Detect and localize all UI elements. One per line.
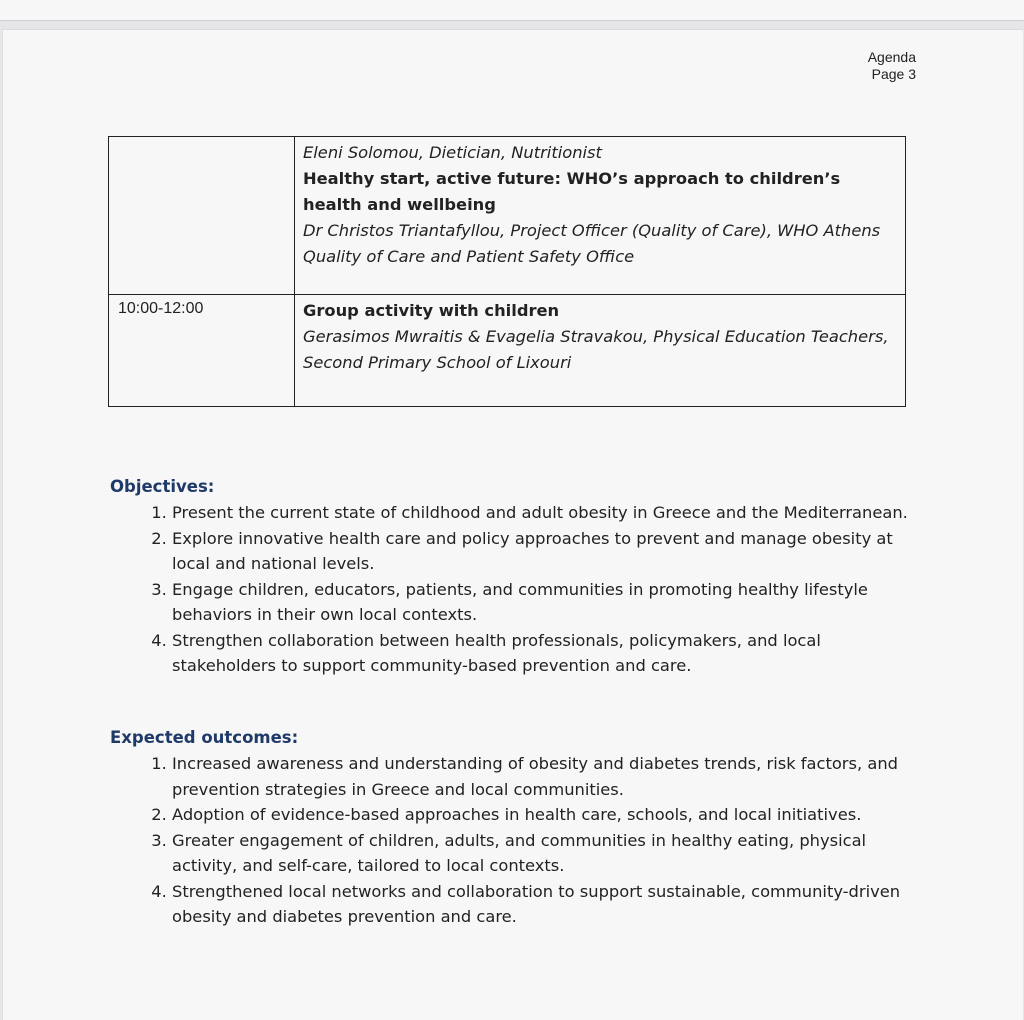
session-title: Healthy start, active future: WHO’s approach to children’s health and wellbeing — [303, 169, 841, 214]
table-row — [109, 137, 906, 295]
list-item: 1. Increased awareness and understanding of obesity and diabetes trends, risk factors, and prevention strategies in Greece and local communities. — [172, 751, 930, 802]
list-item: 2. Explore innovative health care and policy approaches to prevent and manage obesity at local and national levels. — [172, 526, 930, 577]
objectives-list — [110, 500, 930, 679]
session-title: Group activity with children — [303, 301, 560, 320]
time-cell — [109, 137, 295, 295]
outcomes-list — [110, 751, 930, 930]
page-number: Page 3 — [871, 66, 916, 82]
speaker-line: Gerasimos Mwraitis & Evagelia Stravakou, Physical Education Teachers, Second Primary School of Lixouri — [303, 327, 889, 372]
objectives-section — [110, 474, 930, 679]
time-cell: 10:00-12:00 — [109, 295, 295, 407]
agenda-table — [108, 136, 906, 407]
session-cell — [295, 295, 906, 407]
outcomes-heading: Expected outcomes: — [110, 728, 299, 747]
objectives-heading: Objectives: — [110, 477, 215, 496]
page-header — [868, 49, 916, 83]
list-item: 3. Engage children, educators, patients, and communities in promoting healthy lifestyle behaviors in their own local contexts. — [172, 577, 930, 628]
table-row — [109, 295, 906, 407]
outcomes-section — [110, 725, 930, 930]
session-cell — [295, 137, 906, 295]
list-item: 3. Greater engagement of children, adults, and communities in healthy eating, physical activity, and self-care, tailored to local contexts. — [172, 828, 930, 879]
list-item: 4. Strengthened local networks and collaboration to support sustainable, community-driven obesity and diabetes prevention and care. — [172, 879, 930, 930]
list-item: 2. Adoption of evidence-based approaches in health care, schools, and local initiatives. — [172, 802, 930, 828]
list-item: 1. Present the current state of childhood and adult obesity in Greece and the Mediterranean. — [172, 500, 930, 526]
doc-label: Agenda — [867, 49, 916, 65]
speaker-line: Eleni Solomou, Dietician, Nutritionist — [303, 143, 602, 162]
previous-page-edge — [0, 0, 1024, 21]
list-item: 4. Strengthen collaboration between health professionals, policymakers, and local stakeholders to support community-based prevention and care. — [172, 628, 930, 679]
speaker-line: Dr Christos Triantafyllou, Project Officer (Quality of Care), WHO Athens Quality of Care and Patient Safety Office — [303, 221, 881, 266]
